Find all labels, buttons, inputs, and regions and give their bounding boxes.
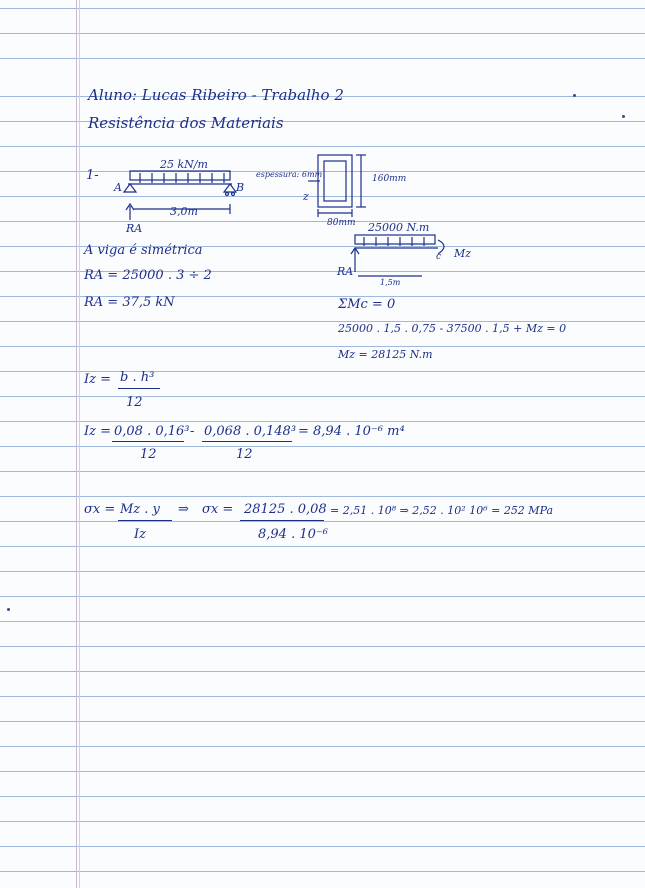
fraction-bar [118, 520, 172, 521]
axis-z-label: z [303, 190, 309, 203]
fbd-point-c-label: c [436, 252, 442, 262]
span-label: 3,0m [170, 205, 198, 218]
fraction-bar [118, 388, 160, 389]
iz-calc-minus: - [190, 424, 195, 439]
symmetry-note: A viga é simétrica [84, 243, 203, 258]
iz-formula-numerator: b . h³ [120, 370, 155, 385]
margin-line [76, 0, 77, 888]
iz-formula-lhs: Iz = [84, 372, 112, 387]
reaction-a-label: RA [126, 222, 143, 235]
header-subject: Resistência dos Materiais [88, 114, 284, 132]
ink-dot [7, 608, 10, 611]
ink-dot [573, 94, 576, 97]
iz-calc-denominator-1: 12 [140, 447, 157, 462]
iz-calc-numerator-2: 0,068 . 0,148³ [204, 424, 297, 439]
beam-diagram [110, 168, 240, 228]
reaction-result: RA = 37,5 kN [84, 295, 175, 310]
stress-rhs-denominator: 8,94 . 10⁻⁶ [258, 527, 328, 542]
problem-number: 1- [86, 168, 99, 183]
fbd-load-label: 25000 N.m [368, 221, 430, 234]
fraction-bar [112, 441, 184, 442]
moment-sum: ΣMc = 0 [338, 297, 396, 312]
free-body-diagram [350, 232, 470, 287]
distributed-load-label: 25 kN/m [160, 158, 208, 171]
stress-rhs-lhs: σx = [202, 502, 234, 517]
iz-calc-numerator-1: 0,08 . 0,16³ [114, 424, 190, 439]
thickness-label: espessura: 6mm [256, 170, 323, 179]
support-b-label: B [236, 181, 245, 194]
fraction-bar [202, 441, 292, 442]
section-height-label: 160mm [372, 174, 407, 184]
iz-calc-result: = 8,94 . 10⁻⁶ m⁴ [298, 424, 405, 439]
stress-result: = 2,51 . 10⁸ ⇒ 2,52 . 10² 10⁶ = 252 MPa [330, 504, 554, 517]
iz-calc-lhs: Iz = [84, 424, 112, 439]
ink-dot [622, 115, 625, 118]
iz-calc-denominator-2: 12 [236, 447, 253, 462]
margin-line-inner [79, 0, 80, 888]
moment-equation: 25000 . 1,5 . 0,75 - 37500 . 1,5 + Mz = 0 [338, 322, 567, 335]
reaction-equation: RA = 25000 . 3 ÷ 2 [84, 268, 212, 283]
fbd-moment-label: Mz [454, 247, 472, 260]
stress-denominator: Iz [134, 527, 146, 542]
fraction-bar [240, 520, 324, 521]
stress-rhs-numerator: 28125 . 0,08 [244, 502, 327, 517]
support-a-label: A [114, 181, 122, 194]
implies-arrow: ⇒ [178, 502, 189, 517]
stress-lhs: σx = [84, 502, 116, 517]
moment-result: Mz = 28125 N.m [338, 348, 433, 361]
header-title: Aluno: Lucas Ribeiro - Trabalho 2 [88, 86, 344, 104]
section-width-label: 80mm [327, 218, 356, 228]
stress-numerator: Mz . y [120, 502, 160, 517]
fbd-length-label: 1,5m [380, 278, 401, 287]
iz-formula-denominator: 12 [126, 395, 143, 410]
fbd-reaction-label: RA [337, 265, 354, 278]
